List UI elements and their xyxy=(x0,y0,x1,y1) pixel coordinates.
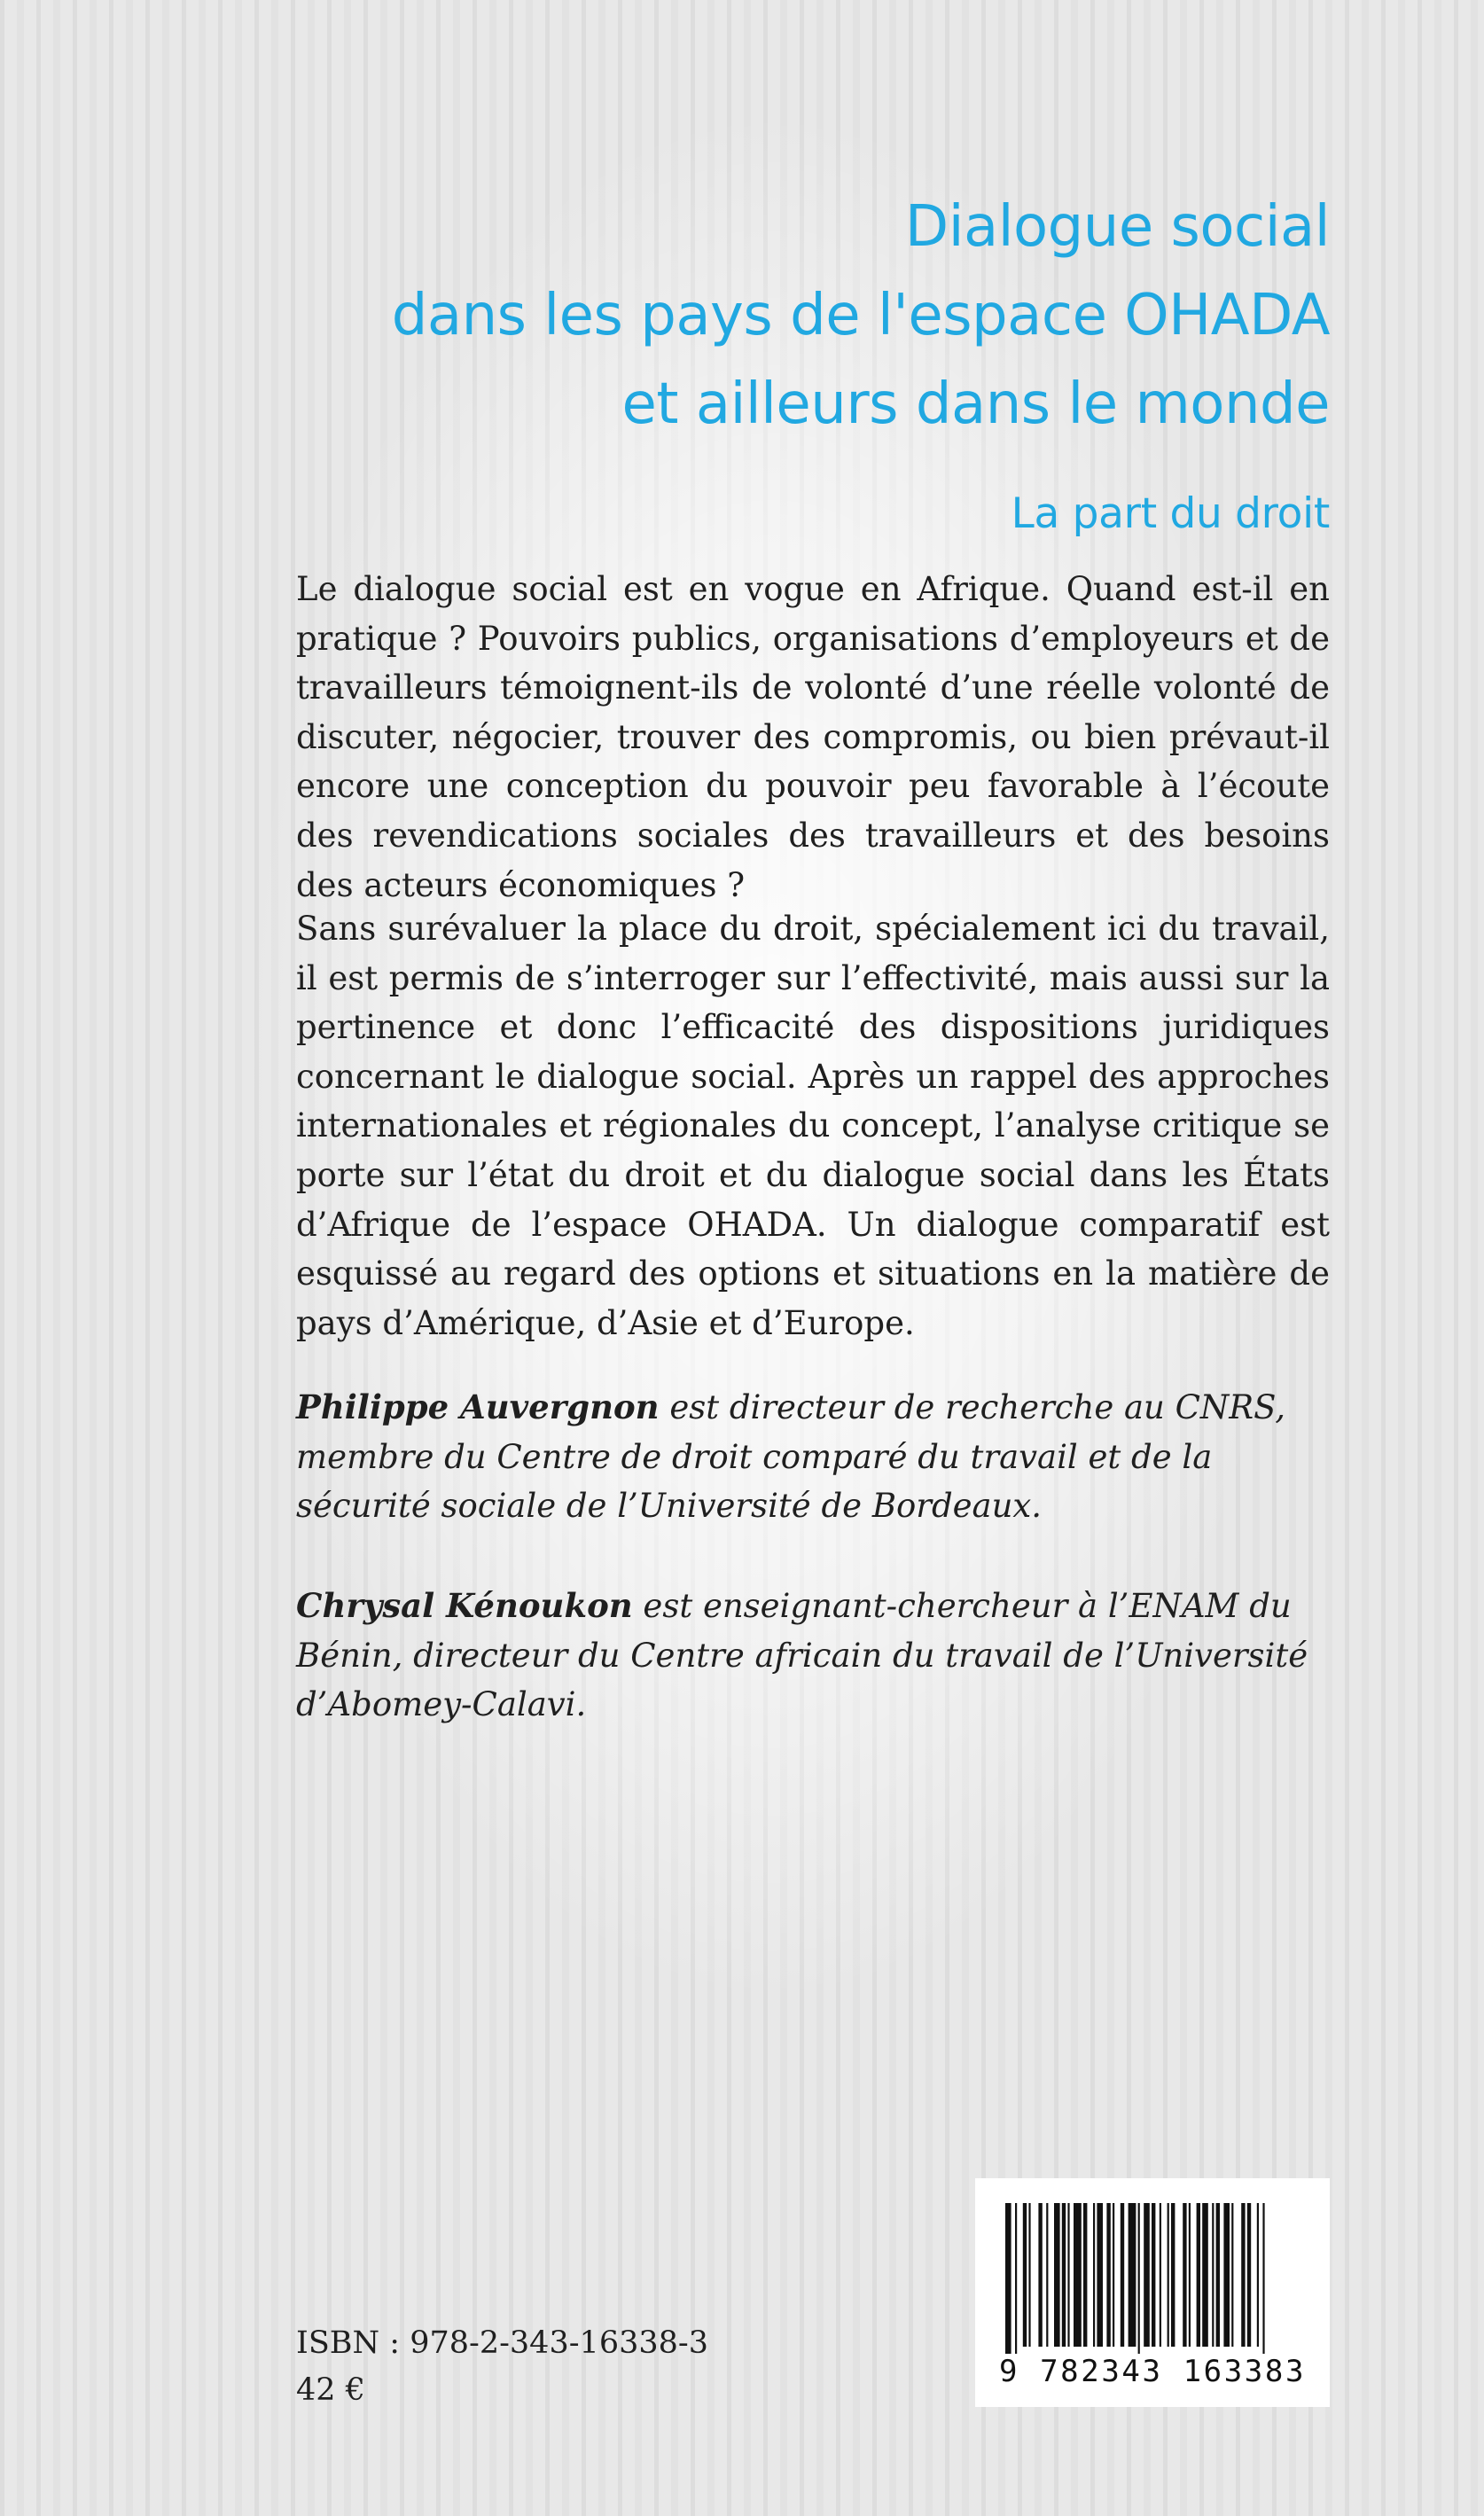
author-name: Philippe Auvergnon xyxy=(296,1387,660,1426)
barcode-bar xyxy=(1046,2203,1048,2347)
title-line-2: dans les pays de l'espace OHADA xyxy=(391,283,1330,348)
barcode-bar xyxy=(1093,2203,1095,2347)
barcode-bar xyxy=(1129,2203,1136,2347)
barcode-bar xyxy=(1074,2203,1082,2347)
barcode-bar xyxy=(1038,2203,1042,2347)
barcode-bar xyxy=(1097,2203,1103,2347)
barcode-bar xyxy=(1231,2203,1233,2347)
barcode-bar xyxy=(1202,2203,1208,2347)
barcode-bar xyxy=(1121,2203,1124,2347)
summary-paragraph-2: Sans surévaluer la place du droit, spécialement ici du travail, il est permis de s’interroger sur l’effectivité, mais aussi sur la pertinence et donc l’efficacité des dispositions juridiques concernant le dialogue social. Après un rappel des approches internationales et régionales du concept, l’analyse critique se porte sur l’état du droit et du dialogue social dans les États d’Afrique de l’espace OHADA. Un dialogue comparatif est esquissé au regard des options et situations en la matière de pays d’Amérique, d’Asie et d’Europe. xyxy=(296,910,1330,1342)
barcode-bar xyxy=(1023,2203,1027,2347)
summary-paragraph-1: Le dialogue social est en vogue en Afrique. Quand est-il en pratique ? Pouvoirs publics, organisations d’employeurs et de travailleurs témoignent-ils de volonté d’une réelle volonté de discuter, négocier, trouver des compromis, ou bien prévaut-il encore une conception du pouvoir peu favorable à l’écoute des revendications sociales des travailleurs et des besoins des acteurs économiques ? xyxy=(296,570,1330,904)
barcode-bar xyxy=(1015,2203,1017,2354)
barcode-bar xyxy=(1183,2203,1186,2347)
author-bio-text: est directeur de recherche au CNRS, membre du Centre de droit comparé du travail et de la sécurité sociale de l’Université de Bordeaux. xyxy=(296,1388,1285,1526)
barcode-bar xyxy=(1171,2203,1175,2347)
barcode-bar xyxy=(1160,2203,1161,2347)
barcode-bar xyxy=(1168,2203,1169,2347)
title-block xyxy=(177,183,1330,539)
barcode-bar xyxy=(1152,2203,1155,2347)
author-name: Chrysal Kénoukon xyxy=(296,1586,633,1625)
barcode-bar xyxy=(1144,2203,1150,2347)
barcode-bar xyxy=(1262,2203,1264,2354)
barcode-bar xyxy=(1189,2203,1191,2347)
barcode-bar xyxy=(1247,2203,1251,2347)
barcode-bar xyxy=(1212,2203,1214,2347)
barcode-bar xyxy=(1241,2203,1245,2347)
barcode xyxy=(975,2178,1330,2407)
author-bio-2 xyxy=(296,1582,1330,1730)
isbn: ISBN : 978-2-343-16338-3 xyxy=(296,2325,708,2361)
author-bio-1 xyxy=(296,1383,1330,1531)
barcode-bar xyxy=(1005,2203,1011,2354)
barcode-bar xyxy=(1054,2203,1060,2347)
price: 42 € xyxy=(296,2372,365,2408)
barcode-bar xyxy=(1223,2203,1230,2347)
title-line-1: Dialogue social xyxy=(904,194,1330,260)
barcode-bar xyxy=(1028,2203,1030,2347)
barcode-digits: 9 782343 163383 xyxy=(975,2354,1330,2389)
barcode-bar xyxy=(1062,2203,1066,2347)
barcode-bar xyxy=(1106,2203,1110,2347)
barcode-bar xyxy=(1067,2203,1069,2347)
subtitle: La part du droit xyxy=(1011,489,1330,538)
barcode-bar xyxy=(1138,2203,1140,2354)
title-line-3: et ailleurs dans le monde xyxy=(621,371,1330,437)
author-bio-text: est enseignant-chercheur à l’ENAM du Bénin, directeur du Centre africain du travail de l’Université d’Abomey-Calavi. xyxy=(296,1587,1308,1724)
barcode-bar xyxy=(1257,2203,1259,2347)
barcode-bar xyxy=(1216,2203,1220,2347)
barcode-bar xyxy=(1113,2203,1114,2347)
barcode-bar xyxy=(1083,2203,1087,2347)
barcode-bar xyxy=(1197,2203,1200,2347)
